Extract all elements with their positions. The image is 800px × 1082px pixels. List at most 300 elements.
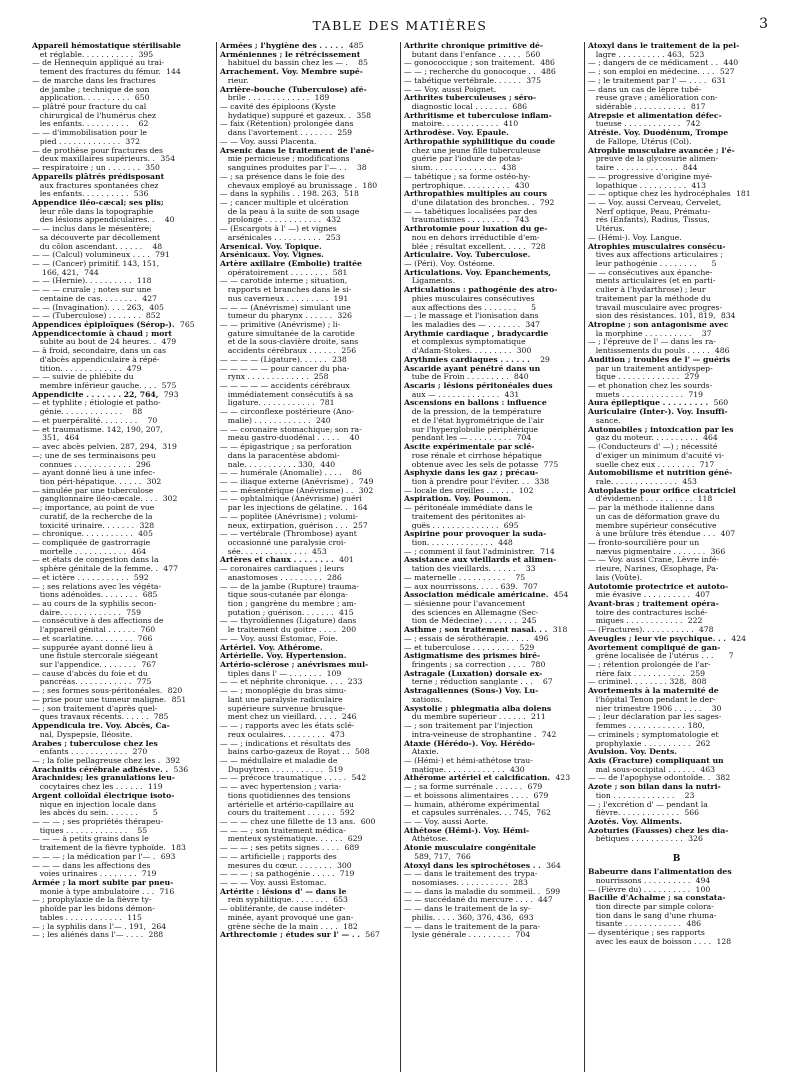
index-entry <box>588 382 765 391</box>
index-entry-page-ref: 840 <box>513 373 529 382</box>
index-entry-page-ref: 792 <box>539 198 555 207</box>
index-entry-text: phies musculaires consécutives <box>404 294 535 303</box>
index-entry-text: de Fallope, Utérus (Col). <box>588 137 692 146</box>
index-entry-text: — ; ses relations avec les végéta- <box>32 582 162 591</box>
index-entry-text: — siésienne pour l'avancement <box>404 600 526 608</box>
index-entry <box>404 670 581 679</box>
index-entry-text: tube de Froin . . . . . . . . . <box>404 373 509 382</box>
index-entry-page-ref: 407 <box>695 591 711 600</box>
index-entry-text: — — d'immobilisation pour le <box>32 129 147 138</box>
index-entry <box>404 905 581 914</box>
index-entry <box>404 251 581 260</box>
index-entry-text: d'Adam-Stokes. . . . . . . . . <box>404 347 512 356</box>
index-entry <box>404 391 581 400</box>
index-entry <box>588 295 765 304</box>
index-entry-text: Azotés. Voy. Aliments. <box>588 817 682 826</box>
index-entry <box>404 495 581 504</box>
index-entry <box>220 678 397 687</box>
index-entry-text: — — dans la maladie du sommeil. . <box>404 887 541 896</box>
index-entry-text: Arythmies cardiaques . . . . . . <box>404 355 530 364</box>
index-entry-text: centaine de cas. . . . . . . . <box>32 294 137 303</box>
index-entry <box>588 286 765 295</box>
index-entry-text: Arythmie cardiaque , bradycardie <box>404 329 549 338</box>
index-entry-page-ref: 685 <box>142 591 158 600</box>
index-entry-text: sium. . . . . . . . . . . . . . <box>404 164 497 173</box>
index-entry-page-ref: 401 <box>339 556 354 565</box>
index-entry-page-ref: 808 <box>691 678 707 687</box>
index-entry <box>32 347 213 356</box>
index-entry <box>588 208 765 217</box>
index-entry-text: tables . . . . . . . . . . . . <box>32 913 122 922</box>
index-entry-text: arsénicales . . . . . . . . . . <box>220 233 321 242</box>
index-entry-page-ref: 844 <box>682 164 698 173</box>
index-entry <box>220 365 397 374</box>
index-entry <box>404 147 581 156</box>
index-entry-text: Athétose (Hémi-). Voy. Hémi- <box>404 826 530 835</box>
index-entry-page-ref: 191 <box>333 294 349 303</box>
index-entry <box>32 678 213 687</box>
index-entry-page-ref: 109 <box>326 669 342 678</box>
index-entry <box>588 539 765 548</box>
index-entry-text: tion . . . . . . . . . . . . . <box>588 791 675 800</box>
index-entry-page-ref: 817 <box>690 103 706 112</box>
index-entry <box>404 182 581 191</box>
index-entry-text: — ; son emploi en médecine. . . . <box>588 68 715 77</box>
index-entry-text: — — dans le traitement de la para- <box>404 922 541 931</box>
index-entry-text: 166, 421, <box>32 268 79 277</box>
index-entry-page-ref: 631 <box>711 76 727 85</box>
index-entry <box>588 260 765 269</box>
index-entry-page-ref: 780 <box>530 661 546 670</box>
index-entry <box>220 600 397 609</box>
index-entry <box>32 565 213 574</box>
index-entry <box>32 147 213 156</box>
index-entry <box>220 661 397 670</box>
index-entry-text: — — succédané du mercure . . . . <box>404 896 533 905</box>
index-entry-text: mal sous-occipital . . . . . . <box>588 765 696 774</box>
index-entry <box>404 469 581 478</box>
index-entry-text: — — (Invagination). . . . 263, <box>32 303 144 312</box>
index-entry <box>404 225 581 234</box>
index-entry-text: phoïde par les bidons démon- <box>32 905 155 914</box>
index-entry <box>404 382 581 391</box>
index-entry <box>220 304 397 313</box>
index-entry <box>220 199 397 208</box>
index-entry <box>220 870 397 879</box>
index-entry-text: — criminel. . . . . . . . 328, <box>588 678 687 687</box>
index-entry-text: de la peau à la suite de son usage <box>220 207 360 216</box>
index-entry-text: reux oculaires. . . . . . . . . <box>220 730 325 739</box>
index-entry <box>404 112 581 121</box>
index-entry-text: — — — chez une fillette de 13 ans. <box>220 817 356 826</box>
index-entry <box>588 929 765 938</box>
index-entry <box>220 103 397 112</box>
index-entry-text: putation ; guérison. . . . . . . <box>220 608 334 617</box>
index-entry-page-ref: 479 <box>161 338 177 347</box>
index-entry <box>588 216 765 225</box>
index-entry-page-ref: 372 <box>125 137 141 146</box>
index-entry-text: grène localisée de l'utérus . . . <box>588 652 714 661</box>
index-entry <box>220 556 397 565</box>
index-entry-text: Astigmatisme des prismes biré- <box>404 652 541 661</box>
index-entry <box>220 774 397 783</box>
index-entry-page-ref: 102 <box>518 486 534 495</box>
index-entry-page-ref: 326 <box>337 312 353 321</box>
index-entry-text: Appareil hémostatique stérilisable <box>32 42 181 50</box>
index-entry-page-ref: 693 <box>160 852 176 861</box>
index-entry-text: du côlon ascendant. . . . . . <box>32 242 143 251</box>
index-entry-text: d'abcès appendiculaire à répé- <box>32 355 160 364</box>
index-entry <box>404 426 581 435</box>
index-entry-page-ref: 326 <box>688 835 703 844</box>
index-entry-page-ref: 717 <box>699 460 715 469</box>
index-entry-text: ments articulaires (et en parti- <box>588 277 716 286</box>
index-entry-page-ref: 430 <box>509 765 525 774</box>
index-entry <box>588 304 765 313</box>
index-entry <box>32 644 213 653</box>
index-entry-text: — — suivie de phlébite du <box>32 373 134 382</box>
index-entry <box>32 304 213 313</box>
index-entry-page-ref: 288 <box>148 931 164 940</box>
index-entry-page-ref: 765 <box>179 321 195 329</box>
index-entry <box>588 894 765 903</box>
index-entry <box>588 443 765 452</box>
index-entry <box>32 923 213 932</box>
index-entry <box>404 696 581 705</box>
index-entry <box>220 931 397 940</box>
index-entry-page-ref: 714 <box>540 547 555 556</box>
index-entry <box>32 408 213 417</box>
index-entry-text: guérie par l'iodure de potas- <box>404 155 523 164</box>
index-entry <box>220 59 397 68</box>
index-entry-text: pertrophique. . . . . . . . . . <box>404 181 510 190</box>
index-entry <box>588 487 765 496</box>
index-entry <box>404 94 581 103</box>
index-entry <box>32 548 213 557</box>
index-entry-page-ref: 567 <box>365 931 380 940</box>
index-entry <box>220 51 397 60</box>
index-entry-text: Arabes ; tuberculose chez les <box>32 739 158 748</box>
index-entry-text: — — iliaque externe (Anévrisme) . <box>220 477 354 486</box>
index-entry <box>588 138 765 147</box>
index-entry-text: l'hôpital Tenon pendant le der- <box>588 695 716 704</box>
index-entry-text: — (Péri). Voy. Ostéome. <box>404 259 496 268</box>
index-entry <box>32 870 213 879</box>
index-entry-text: la morphine . . . . . . . . . . <box>588 329 692 338</box>
index-entry-page-ref: 785 <box>153 713 169 722</box>
index-entry-text: chirurgical de l'humérus chez <box>32 111 156 120</box>
index-entry-text: — — — dans les affections des <box>32 861 151 870</box>
index-entry <box>32 356 213 365</box>
index-entry-page-ref: 742 <box>541 730 557 739</box>
index-entry <box>404 487 581 496</box>
index-entry <box>404 522 581 531</box>
index-entry-text: prolongé . . . . . . . . . . . . <box>220 216 322 225</box>
index-entry <box>588 713 765 722</box>
index-entry <box>404 338 581 347</box>
index-entry-text: subite au bout de 24 heures. . <box>32 338 157 347</box>
index-entry-page-ref: 395 <box>138 50 154 59</box>
index-entry-text: Nerf optique, Peau, Prématu- <box>588 207 711 216</box>
index-entry-text: génie. . . . . . . . . . . . . <box>32 408 123 417</box>
index-entry-text: suelle chez eux . . . . . . . . <box>588 460 695 469</box>
index-entry <box>588 365 765 374</box>
index-entry-page-ref: 629 <box>347 835 363 844</box>
index-entry <box>220 530 397 539</box>
index-entry-page-ref: 189 <box>314 94 330 103</box>
index-entry-text: — (Fièvre du) . . . . . . . . . . <box>588 885 691 894</box>
index-entry-page-ref: 180, <box>687 722 705 731</box>
index-entry <box>404 304 581 313</box>
index-entry-text: — — optique chez les hydrocéphales <box>588 190 731 199</box>
index-entry-text: Atrepsie et alimentation défec- <box>588 111 722 120</box>
index-entry-text: — suppurée ayant donné lieu à <box>32 643 153 652</box>
index-entry-page-ref: 75 <box>515 573 526 582</box>
index-entry-text: — de marche dans les fractures <box>32 76 156 85</box>
index-entry <box>588 434 765 443</box>
index-entry-text: Articulaire. Voy. Tuberculose. <box>404 251 531 260</box>
index-entry-page-ref: 432 <box>326 216 342 225</box>
index-entry <box>404 617 581 626</box>
index-entry <box>404 347 581 356</box>
index-entry-page-ref: 508 <box>354 748 370 757</box>
index-entry-text: — ; prophylaxie de la fièvre ty- <box>32 896 152 905</box>
index-entry-text: — — Voy. aussi Aorte. <box>404 817 489 826</box>
index-entry <box>588 504 765 513</box>
index-entry-page-ref: 118 <box>697 495 713 504</box>
index-entry-text: tisante . . . . . . . . . . . . <box>588 920 682 929</box>
index-entry <box>588 912 765 921</box>
index-entry-page-ref: 581 <box>332 268 348 277</box>
index-entry-text: tives aux affections articulaires ; <box>588 251 724 260</box>
index-entry <box>404 652 581 661</box>
index-entry-text: philis. . . . . 360, 376, 436, <box>404 913 514 922</box>
index-entry <box>220 452 397 461</box>
index-entry-page-ref: 415 <box>339 608 354 617</box>
index-entry-page-ref: 760 <box>140 626 156 635</box>
index-entry <box>404 452 581 461</box>
index-entry <box>588 670 765 679</box>
index-entry <box>404 539 581 548</box>
index-entry <box>404 478 581 487</box>
index-entry-text: tions adénoïdes. . . . . . . . <box>32 591 138 600</box>
index-entry <box>404 644 581 653</box>
index-entry-text: ques travaux récents. . . . . . <box>32 713 149 722</box>
index-entry <box>588 495 765 504</box>
index-entry-page-ref: 164 <box>353 504 368 513</box>
index-entry <box>32 670 213 679</box>
index-entry-text: — simulée par une tuberculose <box>32 486 154 495</box>
index-entry-text: Ascite expérimentale par sclé- <box>404 443 535 452</box>
index-entry <box>220 77 397 86</box>
index-entry <box>220 356 397 365</box>
index-entry <box>32 801 213 810</box>
index-entry-page-ref: 86 <box>351 469 362 478</box>
index-entry <box>220 426 397 435</box>
index-entry-page-ref: 222 <box>687 617 703 626</box>
index-entry-text: sée. . . . . . . . . . . . . . <box>220 547 307 556</box>
index-entry-page-ref: 30 <box>711 704 722 713</box>
index-entry <box>588 522 765 531</box>
index-entry <box>588 452 765 461</box>
index-entry-page-ref: 650 <box>134 94 150 103</box>
index-entry <box>32 469 213 478</box>
index-entry-text: — — précoce traumatique . . . . . <box>220 774 347 783</box>
index-entry-text: Asphyxie dans les gaz ; précau- <box>404 469 539 478</box>
index-entry-text: — — Voy. aussi Crane, Lèvre infé- <box>588 556 719 565</box>
index-entry-text: — — ; recherche du gonocoque . . <box>404 68 536 77</box>
index-entry-text: — ; le traitement par l' — . . . . <box>588 76 707 85</box>
index-entry-page-ref: 328 <box>139 521 155 530</box>
index-entry-text: sion des résistances. 101, 819, <box>588 312 716 321</box>
index-entry <box>32 609 213 618</box>
index-entry <box>220 748 397 757</box>
index-entry <box>32 914 213 923</box>
index-entry <box>220 757 397 766</box>
index-entry-text: — — — — — accidents cérébraux <box>220 382 350 391</box>
index-entry <box>220 461 397 470</box>
index-entry <box>588 818 765 827</box>
index-entry <box>404 77 581 86</box>
index-entry <box>220 208 397 217</box>
index-entry-page-ref: 270 <box>132 748 148 757</box>
index-entry-text: nique en injection locale dans <box>32 800 156 809</box>
index-entry-text: monie à type ambulatoire . . . <box>32 887 155 896</box>
index-entry-page-ref: 279 <box>684 373 700 382</box>
index-entry <box>404 321 581 330</box>
index-entry-page-ref: 115 <box>127 913 142 922</box>
index-entry-page-ref: 238 <box>332 355 347 364</box>
index-entry-text: — — Voy. aussi Poignet. <box>404 85 497 94</box>
index-entry <box>32 112 213 121</box>
index-entry <box>588 199 765 208</box>
index-entry <box>32 487 213 496</box>
index-entry <box>220 583 397 592</box>
index-entry-text: et de la sous-clavière droite, sans <box>220 338 359 347</box>
index-entry-text: — ; dangers de ce médicament . . <box>588 59 719 68</box>
index-entry-page-ref: 486 <box>686 920 702 929</box>
index-entry-text: mie pernicieuse ; modifications <box>220 155 350 164</box>
index-entry <box>220 277 397 286</box>
index-entry-page-ref: 600 <box>360 817 376 826</box>
index-entry-text: aux fractures spontanées chez <box>32 181 159 190</box>
index-entry <box>588 51 765 60</box>
index-entry-text: Ascaris ; lésions péritonéales dues <box>404 382 553 391</box>
index-entry-text: — — — — (Ligature). . . . . . <box>220 355 327 364</box>
index-entry <box>588 835 765 844</box>
index-entry <box>220 391 397 400</box>
index-entry <box>588 408 765 417</box>
index-entry-text: menteux systématique. . . . . . <box>220 835 343 844</box>
index-entry <box>220 548 397 557</box>
index-entry-text: rynx . . . . . . . . . . . . . <box>220 373 309 382</box>
index-entry-text: Dupuytren . . . . . . . . . . . <box>220 765 324 774</box>
index-entry-page-ref: 300 <box>516 347 532 356</box>
index-entry <box>32 51 213 60</box>
index-entry <box>220 923 397 932</box>
index-entry-text: Atonie musculaire congénitale <box>404 844 536 853</box>
index-entry-page-ref: 245 <box>521 617 537 626</box>
index-entry-text: Arsenic dans le traitement de l'ané- <box>220 146 375 155</box>
index-entry <box>32 391 213 400</box>
index-entry-page-ref: 48 <box>152 242 163 251</box>
index-entry <box>220 399 397 408</box>
index-entry <box>404 164 581 173</box>
index-entry-text: membre inférieur gauche. . . . <box>32 382 157 391</box>
index-entry-page-ref: 5 <box>152 809 158 818</box>
index-entry-text: rose rénale et cirrhose hépatique <box>404 451 542 460</box>
index-entry-text: Arthrodèse. Voy. Épaule. <box>404 129 509 138</box>
index-entry-page-ref: 599 <box>545 887 561 896</box>
index-entry <box>588 461 765 470</box>
index-entry <box>32 652 213 661</box>
index-entry-text: sphère génitale de la femme. . <box>32 565 158 574</box>
index-entry <box>404 818 581 827</box>
index-entry-text: — (Hémi-). Voy. Langue. <box>588 233 682 242</box>
index-entry <box>404 504 581 513</box>
index-entry-text: Atoxyl dans le traitement de la pel- <box>588 42 740 50</box>
index-entry-page-ref: 67 <box>542 678 553 687</box>
index-entry-text: Avortements à la maternité de <box>588 687 719 696</box>
index-entry <box>220 835 397 844</box>
index-entry-text: Axis (Fracture) compliquant un <box>588 756 724 765</box>
index-entry-page-ref: 719 <box>339 870 355 879</box>
index-entry-text: — — primitive (Anévrisme) ; li- <box>220 321 341 329</box>
index-entry-text: supérieure survenue brusque- <box>220 704 346 713</box>
index-entry <box>588 722 765 731</box>
index-entry-text: — ; les aliénés dans l'— . . . . <box>32 931 144 940</box>
index-entry-text: — — — ; ses petits signes . . . . <box>220 844 340 853</box>
index-entry-page-ref: 40 <box>164 216 175 225</box>
index-entry-page-ref: 542 <box>351 774 367 783</box>
index-entry-page-ref: 319 <box>162 443 177 452</box>
index-entry <box>32 713 213 722</box>
index-entry <box>32 556 213 565</box>
index-entry-text: — dysentérique ; ses rapports <box>588 929 705 938</box>
index-entry <box>404 373 581 382</box>
index-entry-text: mie évasive . . . . . . . . . . <box>588 591 691 600</box>
index-columns <box>32 42 768 1072</box>
index-entry-text: d'exiger un minimum d'acuité vi- <box>588 451 724 460</box>
index-entry-text: d'une dilatation des bronches. . <box>404 198 535 207</box>
index-entry-text: rés (Enfants), Radius, Tissus, <box>588 216 710 225</box>
index-entry-text: un cas de déformation grave du <box>588 512 720 521</box>
index-entry-text: miques . . . . . . . . . . . . <box>588 617 683 626</box>
index-entry-text: lopathique . . . . . . . . . . <box>588 181 687 190</box>
index-entry <box>32 312 213 321</box>
index-entry-text: prophylaxie . . . . . . . . . . <box>588 739 691 748</box>
index-entry-text: — et phonation chez les sourds- <box>588 382 713 391</box>
index-entry-text: — maternelle . . . . . . . . . . <box>404 573 506 582</box>
index-entry <box>588 243 765 252</box>
index-entry <box>220 443 397 452</box>
index-entry-text: lant une paralysie radiculaire <box>220 695 343 704</box>
index-entry-text: Appendicite . . . . . . . 22, 764, <box>32 390 159 399</box>
index-entry <box>220 888 397 897</box>
index-entry <box>220 269 397 278</box>
index-entry <box>588 478 765 487</box>
index-entry <box>404 591 581 600</box>
index-entry <box>220 260 397 269</box>
index-entry <box>404 731 581 740</box>
index-entry-page-ref: 37 <box>701 329 712 338</box>
index-entry-text: des sciences en Allemagne (Sec- <box>404 608 539 617</box>
index-entry-text: — — dans le traitement des trypa- <box>404 870 538 879</box>
index-entry-text: Argent colloïdal électrique isoto- <box>32 791 175 800</box>
index-entry-page-ref: 851 <box>171 695 187 704</box>
index-entry-text: Arméniennes ; le rétrécissement <box>220 50 361 59</box>
index-entry <box>220 478 397 487</box>
